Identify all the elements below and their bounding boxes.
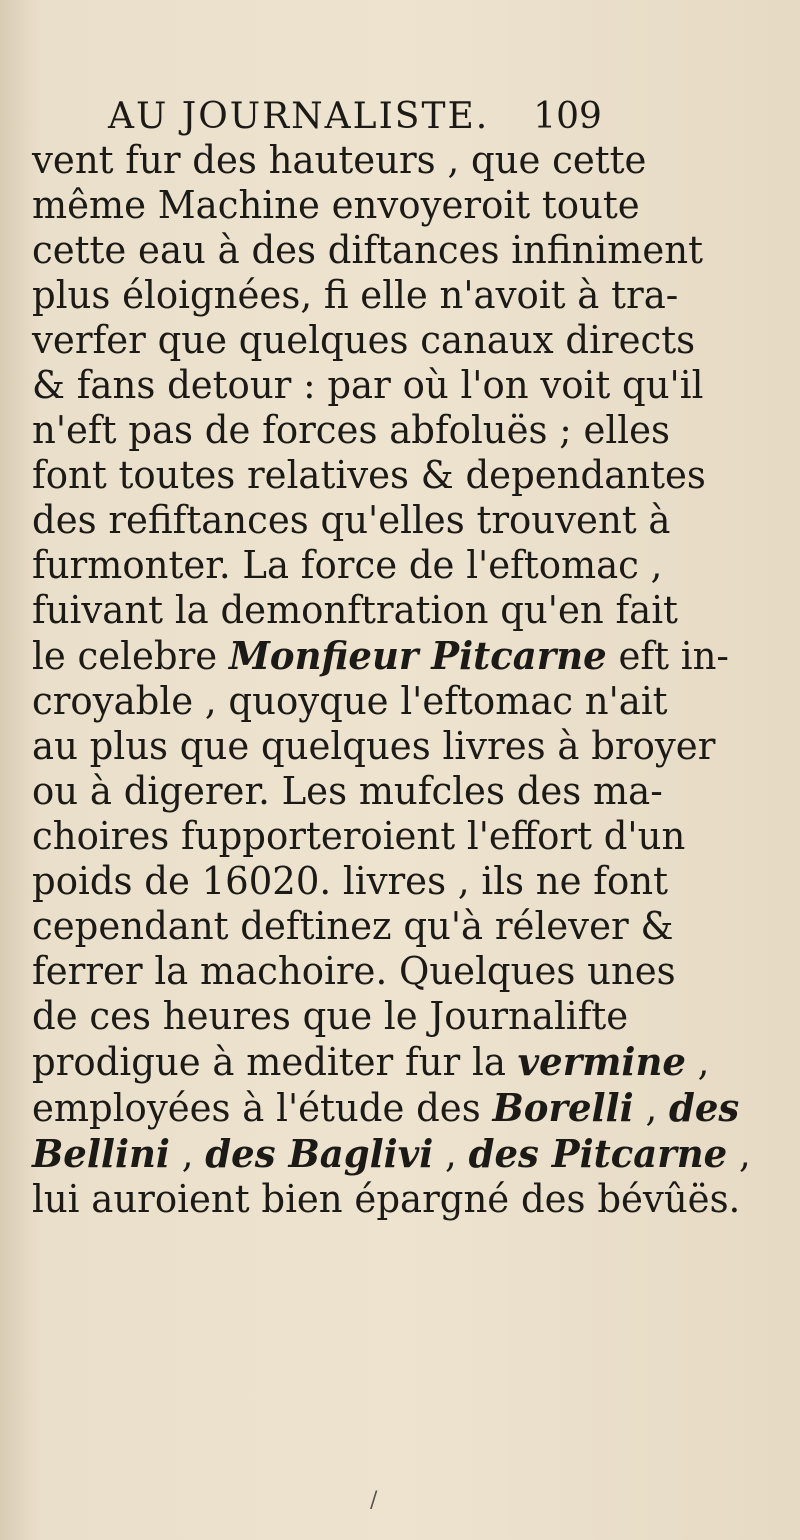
text-line: [32, 408, 772, 453]
text-line: [32, 724, 772, 769]
text-run: ferrer la machoire. Quelques unes: [32, 949, 676, 993]
text-run: au plus que quelques livres à broyer: [32, 724, 716, 768]
text-run: ,: [169, 1132, 206, 1176]
text-line: [32, 814, 772, 859]
text-run: ,: [633, 1086, 669, 1130]
body-text: [32, 138, 792, 1222]
text-run: employées à l'étude des: [32, 1086, 493, 1130]
text-line: [32, 498, 772, 543]
text-line: [32, 228, 772, 273]
italic-text: des Baglivi: [205, 1131, 434, 1176]
text-run: cette eau à des diftances infiniment: [32, 228, 703, 272]
text-line: [32, 363, 772, 408]
text-line: [32, 588, 772, 633]
text-line: [32, 1039, 772, 1085]
text-run: verfer que quelques canaux directs: [32, 318, 696, 362]
italic-text: Borelli: [492, 1085, 634, 1130]
text-run: poids de 16020. livres , ils ne font: [32, 859, 669, 903]
text-line: [32, 1131, 772, 1177]
text-run: eft in-: [606, 634, 729, 678]
text-run: ,: [433, 1132, 469, 1176]
text-run: font toutes relatives & dependantes: [32, 453, 706, 497]
text-line: [32, 1085, 772, 1131]
text-run: ou à digerer. Les mufcles des ma-: [32, 769, 663, 813]
text-line: [32, 453, 772, 498]
text-run: lui auroient bien épargné des bévûës.: [32, 1177, 741, 1221]
running-head: AU JOURNALISTE.: [108, 96, 490, 137]
page-number: 109: [533, 96, 602, 137]
text-line: [32, 633, 772, 679]
text-run: furmonter. La force de l'eftomac ,: [32, 543, 663, 587]
text-run: même Machine envoyeroit toute: [32, 183, 640, 227]
text-run: le celebre: [32, 634, 229, 678]
text-line: [32, 183, 772, 228]
text-line: [32, 138, 772, 183]
text-line: [32, 1177, 772, 1222]
italic-text: Bellini: [32, 1131, 170, 1176]
text-run: croyable , quoyque l'eftomac n'ait: [32, 679, 668, 723]
text-line: [32, 679, 772, 724]
text-run: cependant deftinez qu'à rélever &: [32, 904, 674, 948]
text-line: [32, 543, 772, 588]
page-header: [108, 96, 602, 137]
text-line: [32, 769, 772, 814]
text-run: choires fupporteroient l'effort d'un: [32, 814, 686, 858]
text-line: [32, 859, 772, 904]
bottom-mark: /: [370, 1488, 378, 1513]
italic-text: Monfieur Pitcarne: [228, 633, 607, 678]
text-line: [32, 273, 772, 318]
text-run: vent fur des hauteurs , que cette: [32, 138, 647, 182]
text-run: prodigue à mediter fur la: [32, 1040, 518, 1084]
text-line: [32, 904, 772, 949]
text-line: [32, 994, 772, 1039]
text-line: [32, 949, 772, 994]
text-run: de ces heures que le Journalifte: [32, 994, 629, 1038]
italic-text: vermine: [517, 1039, 686, 1084]
text-run: ,: [727, 1132, 751, 1176]
text-run: ,: [685, 1040, 710, 1084]
italic-text: des Pitcarne: [468, 1131, 728, 1176]
text-run: plus éloignées, fi elle n'avoit à tra-: [32, 273, 679, 317]
text-line: [32, 318, 772, 363]
text-run: fuivant la demonftration qu'en fait: [32, 588, 678, 632]
text-run: & fans detour : par où l'on voit qu'il: [32, 363, 704, 407]
text-run: des refiftances qu'elles trouvent à: [32, 498, 671, 542]
text-run: n'eft pas de forces abfoluës ; elles: [32, 408, 671, 452]
italic-text: des: [668, 1085, 740, 1130]
